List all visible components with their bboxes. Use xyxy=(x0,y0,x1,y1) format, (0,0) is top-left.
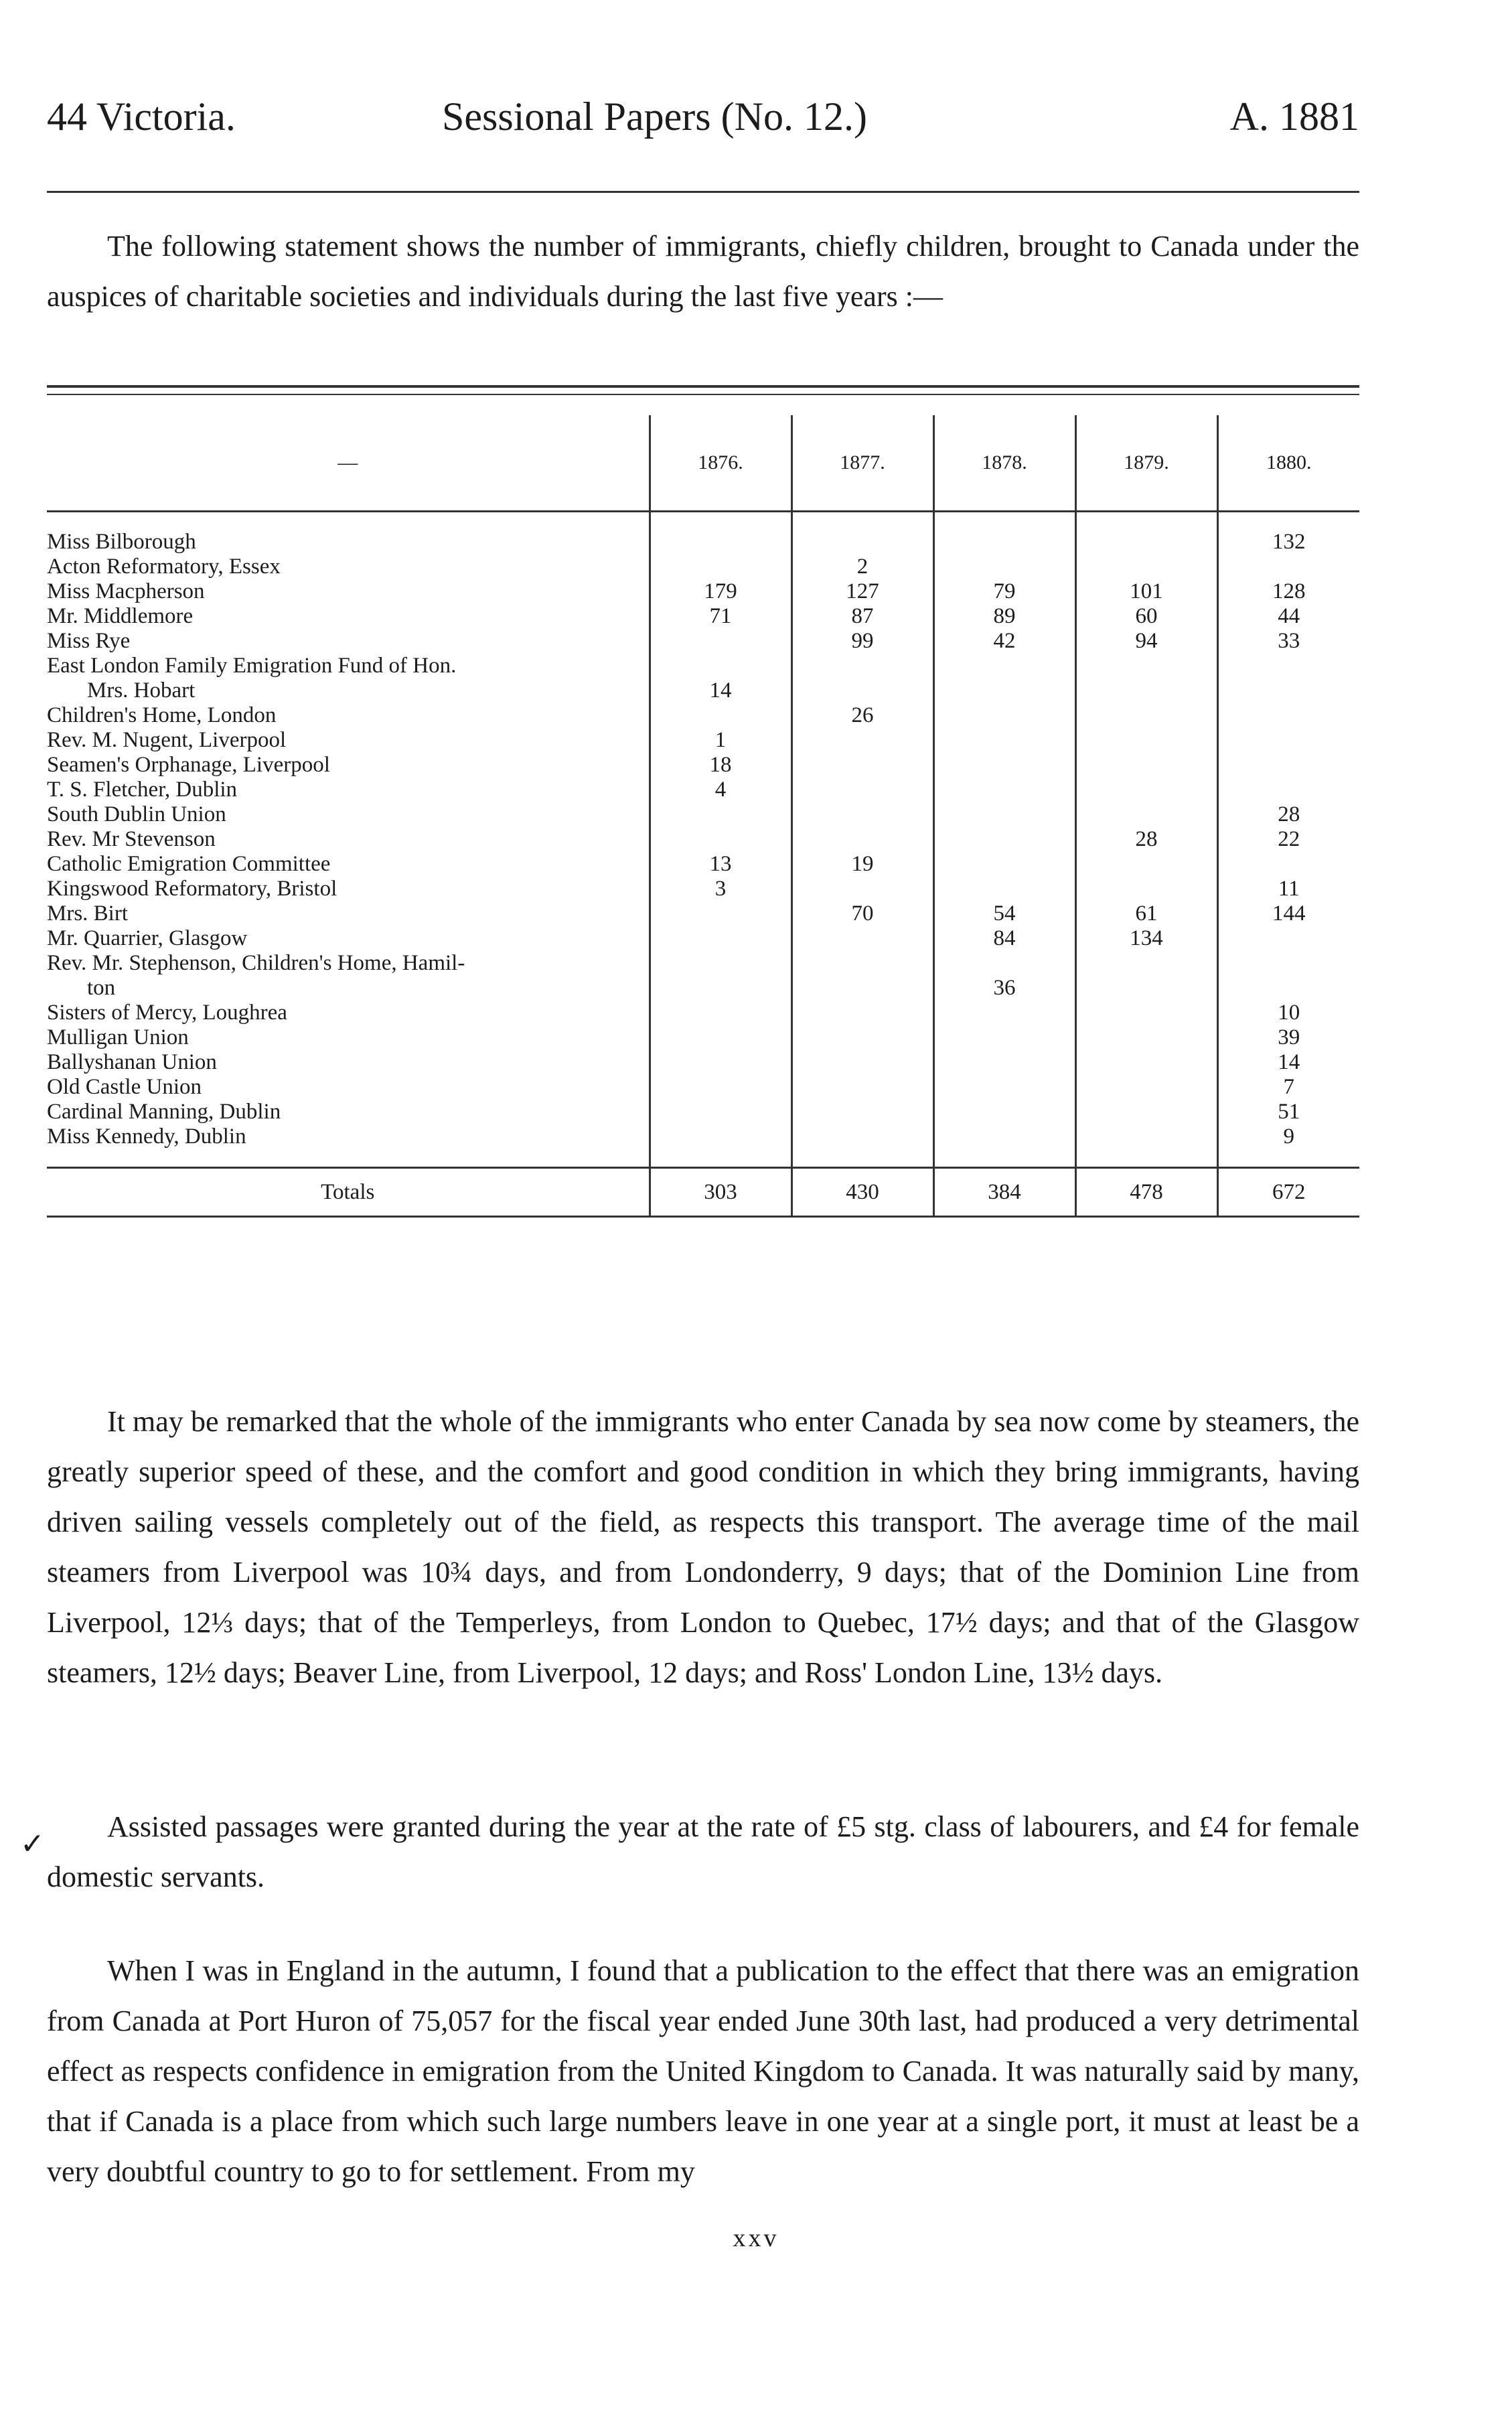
row-value xyxy=(1075,951,1217,976)
header-title: Sessional Papers (No. 12.) xyxy=(442,94,867,139)
row-value xyxy=(791,778,933,802)
row-value xyxy=(1075,1025,1217,1050)
row-value xyxy=(791,728,933,753)
row-value xyxy=(933,753,1075,778)
name-column-header: — xyxy=(47,415,650,512)
row-value xyxy=(650,1124,791,1149)
row-value: 87 xyxy=(791,604,933,629)
table-row xyxy=(47,1075,1359,1100)
table-row xyxy=(47,926,1359,951)
table-top-rule-thin xyxy=(47,394,1359,395)
table-row xyxy=(47,827,1359,852)
table-row xyxy=(47,629,1359,654)
row-name: Miss Macpherson xyxy=(47,579,205,603)
row-value: 22 xyxy=(1217,827,1359,852)
table-row xyxy=(47,1124,1359,1149)
row-name: Mr. Quarrier, Glasgow xyxy=(47,926,248,950)
row-value xyxy=(1075,1075,1217,1100)
row-value xyxy=(650,703,791,728)
total-value: 672 xyxy=(1217,1168,1359,1217)
row-value xyxy=(933,654,1075,678)
emigration-paragraph: When I was in England in the autumn, I found that a publication to the effect that there was an emigration from Canada at Port Huron of 75,057 for the fiscal year ended June 30th last, had produced a very detrimental effect as respects confidence in emigration from the United Kingdom to Canada. It was naturally said by many, that if Canada is a place from which such large numbers leave in one year at a single port, it must at least be a very doubtful country to go to for settlement. From my xyxy=(47,1954,1359,2188)
row-value: 54 xyxy=(933,901,1075,926)
row-value xyxy=(933,728,1075,753)
row-name: South Dublin Union xyxy=(47,802,226,826)
row-name: Mrs. Birt xyxy=(47,901,129,926)
total-value: 384 xyxy=(933,1168,1075,1217)
row-value xyxy=(791,827,933,852)
table-row xyxy=(47,901,1359,926)
table-row xyxy=(47,778,1359,802)
header-rule xyxy=(47,191,1359,193)
intro-paragraph: The following statement shows the number of immigrants, chiefly children, brought to Canada under the auspices of charitable societies and individuals during the last five years :— xyxy=(47,230,1359,313)
row-value xyxy=(1075,703,1217,728)
row-name: Cardinal Manning, Dublin xyxy=(47,1100,281,1124)
row-name: Mulligan Union xyxy=(47,1025,189,1049)
page-number: xxv xyxy=(733,2224,779,2252)
row-value: 33 xyxy=(1217,629,1359,654)
row-value xyxy=(1217,703,1359,728)
row-value xyxy=(933,1100,1075,1124)
total-value: 478 xyxy=(1075,1168,1217,1217)
row-value xyxy=(1075,654,1217,678)
row-value: 36 xyxy=(933,976,1075,1001)
header-session: 44 Victoria. xyxy=(47,94,236,139)
row-value xyxy=(791,654,933,678)
page-header xyxy=(47,94,1359,147)
row-value xyxy=(1075,753,1217,778)
row-name: East London Family Emigration Fund of Hon. xyxy=(47,654,457,678)
row-value xyxy=(1217,852,1359,877)
row-value: 18 xyxy=(650,753,791,778)
row-value: 26 xyxy=(791,703,933,728)
table-top-rule xyxy=(47,385,1359,388)
row-value xyxy=(1075,778,1217,802)
year-header: 1878. xyxy=(933,415,1075,512)
table-row xyxy=(47,728,1359,753)
row-value xyxy=(1075,728,1217,753)
row-name: Children's Home, London xyxy=(47,703,277,727)
row-name: T. S. Fletcher, Dublin xyxy=(47,778,238,802)
row-value xyxy=(650,654,791,678)
table-spacer-row xyxy=(47,1149,1359,1168)
row-value: 51 xyxy=(1217,1100,1359,1124)
table-row xyxy=(47,802,1359,827)
table-row xyxy=(47,1001,1359,1025)
row-value: 28 xyxy=(1075,827,1217,852)
row-name: Mrs. Hobart xyxy=(87,678,196,703)
immigration-table xyxy=(47,415,1359,1218)
table-row xyxy=(47,976,1359,1001)
row-value xyxy=(933,802,1075,827)
row-value: 4 xyxy=(650,778,791,802)
row-value xyxy=(1217,728,1359,753)
row-value xyxy=(1217,951,1359,976)
row-name: Sisters of Mercy, Loughrea xyxy=(47,1001,287,1025)
row-value xyxy=(1075,802,1217,827)
row-value xyxy=(1075,1100,1217,1124)
row-name: Kingswood Reformatory, Bristol xyxy=(47,877,337,901)
row-value xyxy=(1075,976,1217,1001)
row-value xyxy=(1217,654,1359,678)
row-value: 132 xyxy=(1217,530,1359,555)
row-value xyxy=(933,1001,1075,1025)
row-value xyxy=(1217,678,1359,703)
row-value xyxy=(1217,926,1359,951)
row-value xyxy=(791,1100,933,1124)
row-value xyxy=(650,901,791,926)
row-value xyxy=(1075,1124,1217,1149)
row-value: 101 xyxy=(1075,579,1217,604)
row-value: 3 xyxy=(650,877,791,901)
row-value xyxy=(933,678,1075,703)
row-value xyxy=(650,1075,791,1100)
table-row xyxy=(47,604,1359,629)
row-value xyxy=(933,530,1075,555)
row-value xyxy=(933,778,1075,802)
row-name: Catholic Emigration Committee xyxy=(47,852,331,876)
total-value: 303 xyxy=(650,1168,791,1217)
row-value xyxy=(1217,778,1359,802)
table-row xyxy=(47,1025,1359,1050)
row-value: 179 xyxy=(650,579,791,604)
assisted-passages-paragraph: Assisted passages were granted during the year at the rate of £5 stg. class of labourers, and £4 for female domestic servants. xyxy=(47,1810,1359,1893)
table-row xyxy=(47,530,1359,555)
row-value xyxy=(791,951,933,976)
row-value xyxy=(650,951,791,976)
table-row xyxy=(47,703,1359,728)
year-header: 1877. xyxy=(791,415,933,512)
row-value xyxy=(650,629,791,654)
row-value xyxy=(933,1124,1075,1149)
row-value xyxy=(791,877,933,901)
row-value xyxy=(791,1124,933,1149)
row-value: 28 xyxy=(1217,802,1359,827)
table-row xyxy=(47,654,1359,678)
row-value xyxy=(650,1100,791,1124)
row-name: Mr. Middlemore xyxy=(47,604,194,628)
row-value xyxy=(1075,1050,1217,1075)
row-value xyxy=(650,530,791,555)
row-value: 84 xyxy=(933,926,1075,951)
row-value xyxy=(791,753,933,778)
table-row xyxy=(47,753,1359,778)
row-value xyxy=(1217,753,1359,778)
row-name: Rev. Mr. Stephenson, Children's Home, Hamil- xyxy=(47,951,465,975)
table-row xyxy=(47,678,1359,703)
table-row xyxy=(47,1050,1359,1075)
row-value xyxy=(791,678,933,703)
table-header-row xyxy=(47,415,1359,512)
row-value xyxy=(650,1001,791,1025)
totals-label: Totals xyxy=(47,1168,650,1217)
row-value: 144 xyxy=(1217,901,1359,926)
total-value: 430 xyxy=(791,1168,933,1217)
row-name: Miss Bilborough xyxy=(47,530,196,554)
row-value xyxy=(933,877,1075,901)
row-value: 79 xyxy=(933,579,1075,604)
row-name: Seamen's Orphanage, Liverpool xyxy=(47,753,330,777)
row-value xyxy=(933,1025,1075,1050)
row-value xyxy=(791,1075,933,1100)
row-value xyxy=(791,1050,933,1075)
totals-row xyxy=(47,1168,1359,1217)
row-value xyxy=(791,976,933,1001)
row-value xyxy=(933,827,1075,852)
row-value xyxy=(791,802,933,827)
row-value xyxy=(1075,1001,1217,1025)
row-value: 14 xyxy=(1217,1050,1359,1075)
row-value xyxy=(933,1050,1075,1075)
table-row xyxy=(47,852,1359,877)
row-value xyxy=(1217,976,1359,1001)
year-header: 1880. xyxy=(1217,415,1359,512)
row-name: Miss Kennedy, Dublin xyxy=(47,1124,246,1149)
row-value xyxy=(650,976,791,1001)
row-value: 2 xyxy=(791,555,933,579)
row-value xyxy=(650,926,791,951)
year-header: 1879. xyxy=(1075,415,1217,512)
row-value: 127 xyxy=(791,579,933,604)
row-value xyxy=(933,555,1075,579)
table-row xyxy=(47,1100,1359,1124)
row-value: 11 xyxy=(1217,877,1359,901)
row-value: 42 xyxy=(933,629,1075,654)
row-value: 61 xyxy=(1075,901,1217,926)
row-value xyxy=(650,802,791,827)
row-value xyxy=(1075,555,1217,579)
row-value: 39 xyxy=(1217,1025,1359,1050)
row-name: Rev. M. Nugent, Liverpool xyxy=(47,728,287,752)
row-value: 134 xyxy=(1075,926,1217,951)
row-value xyxy=(650,1050,791,1075)
table-row xyxy=(47,579,1359,604)
row-value xyxy=(791,926,933,951)
row-value xyxy=(933,1075,1075,1100)
row-value xyxy=(1075,852,1217,877)
row-value xyxy=(650,1025,791,1050)
row-value: 13 xyxy=(650,852,791,877)
steamers-paragraph: It may be remarked that the whole of the immigrants who enter Canada by sea now come by steamers, the greatly superior speed of these, and the comfort and good condition in which they bring immigrants, having driven sailing vessels completely out of the field, as respects this transport. The average time of the mail steamers from Liverpool was 10¾ days, and from Londonderry, 9 days; that of the Dominion Line from Liverpool, 12⅓ days; that of the Temperleys, from London to Quebec, 17½ days; and that of the Glasgow steamers, 12½ days; Beaver Line, from Liverpool, 12 days; and Ross' London Line, 13½ days. xyxy=(47,1405,1359,1689)
row-value: 44 xyxy=(1217,604,1359,629)
row-value xyxy=(791,530,933,555)
table-row xyxy=(47,951,1359,976)
row-value: 89 xyxy=(933,604,1075,629)
row-value xyxy=(650,555,791,579)
row-value xyxy=(1217,555,1359,579)
check-mark-icon: ✓ xyxy=(20,1828,45,1860)
row-value xyxy=(933,852,1075,877)
row-value xyxy=(933,951,1075,976)
table-spacer-row xyxy=(47,512,1359,530)
table-body xyxy=(47,512,1359,1217)
row-value: 94 xyxy=(1075,629,1217,654)
row-name: Rev. Mr Stevenson xyxy=(47,827,216,851)
row-name: ton xyxy=(87,976,116,1000)
row-value xyxy=(933,703,1075,728)
table-row xyxy=(47,877,1359,901)
row-value: 10 xyxy=(1217,1001,1359,1025)
row-value xyxy=(791,1001,933,1025)
row-name: Ballyshanan Union xyxy=(47,1050,217,1074)
row-value: 14 xyxy=(650,678,791,703)
header-year: A. 1881 xyxy=(1229,94,1359,139)
row-value xyxy=(791,1025,933,1050)
row-value: 128 xyxy=(1217,579,1359,604)
row-value: 71 xyxy=(650,604,791,629)
table-row xyxy=(47,555,1359,579)
row-value xyxy=(650,827,791,852)
row-value: 70 xyxy=(791,901,933,926)
row-value xyxy=(1075,530,1217,555)
row-value: 99 xyxy=(791,629,933,654)
row-value: 7 xyxy=(1217,1075,1359,1100)
row-name: Old Castle Union xyxy=(47,1075,202,1099)
row-name: Miss Rye xyxy=(47,629,131,653)
row-value: 19 xyxy=(791,852,933,877)
row-value xyxy=(1075,678,1217,703)
row-value: 1 xyxy=(650,728,791,753)
row-value xyxy=(1075,877,1217,901)
row-name: Acton Reformatory, Essex xyxy=(47,555,281,579)
row-value: 60 xyxy=(1075,604,1217,629)
row-value: 9 xyxy=(1217,1124,1359,1149)
year-header: 1876. xyxy=(650,415,791,512)
